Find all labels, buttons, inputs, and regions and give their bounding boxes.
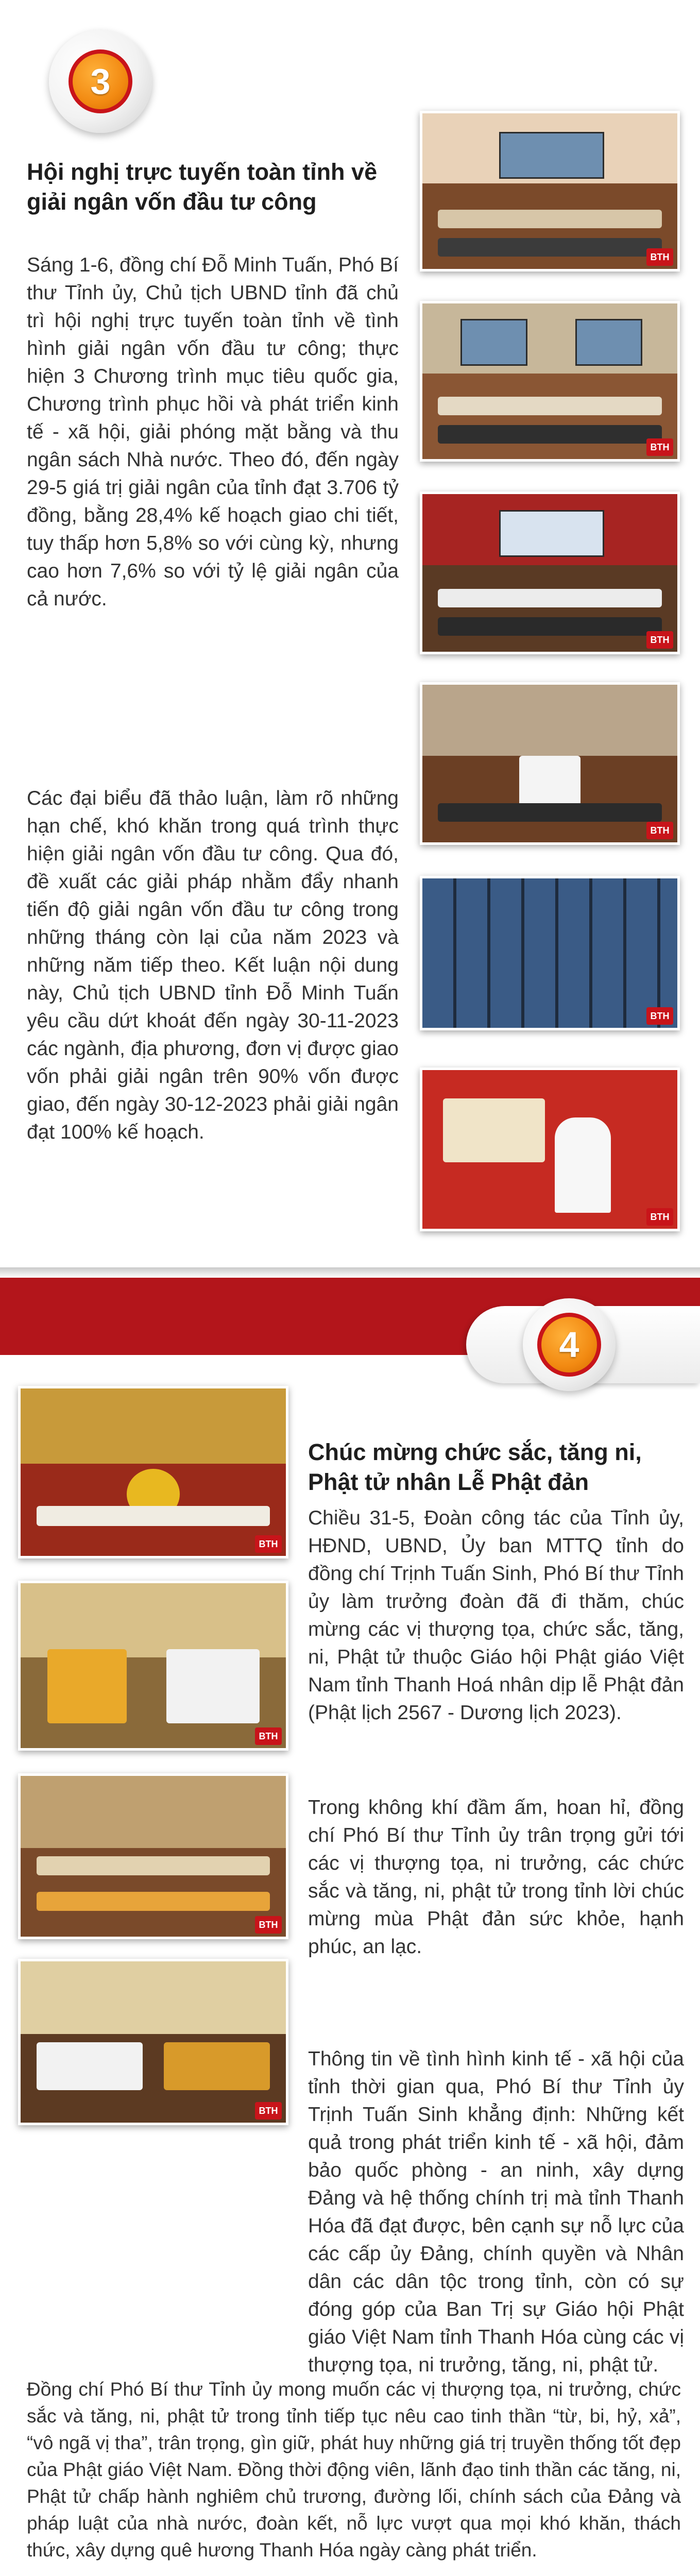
- section-number: 3: [69, 49, 132, 113]
- section-title: Hội nghị trực tuyến toàn tỉnh về giải ngân vốn đầu tư công: [27, 159, 378, 215]
- section-number: 4: [537, 1313, 601, 1377]
- speaker-photo: BTH: [420, 1067, 680, 1231]
- section-paragraph: Đồng chí Phó Bí thư Tỉnh ủy mong muốn các vị thượng tọa, ni trưởng, chức sắc và tăng, ni, phật tử trong tỉnh tiếp tục nêu cao tinh thần “từ, bi, hỷ, xả”, “vô ngã vị tha”, trân trọng, gìn giữ, phát huy những giá trị truyền thống tốt đẹp của Phật giáo Việt Nam. Đồng thời động viên, lãnh đạo tinh thần các tăng, ni, Phật tử chấp hành nghiêm chủ trương, đường lối, chính sách của Đảng và pháp luật của nhà nước, đoàn kết, nỗ lực vượt qua mọi khó khăn, thách thức, xây dựng quê hương Thanh Hóa ngày càng phát triển.: [27, 2379, 681, 2561]
- pagoda-visit-photo: BTH: [18, 1959, 288, 2125]
- pagoda-visit-photo: BTH: [18, 1581, 288, 1751]
- pagoda-visit-photo: BTH: [18, 1773, 288, 1939]
- section-paragraph: Các đại biểu đã thảo luận, làm rõ những hạn chế, khó khăn trong quá trình thực hiện giải ngân vốn đầu tư công. Qua đó, đề xuất các giải pháp nhằm đẩy nhanh tiến độ giải ngân vốn đầu tư công trong những tháng còn lại của năm 2023 và những năm tiếp theo. Kết luận nội dung này, Chủ tịch UBND tỉnh Đỗ Minh Tuấn yêu cầu dứt khoát đến ngày 30-11-2023 các ngành, địa phương, đơn vị được giao vốn phải giải ngân trên 90% vốn được giao, đến ngày 30-12-2023 phải giải ngân đạt 100% kế hoạch.: [27, 787, 399, 1143]
- pagoda-visit-photo: BTH: [18, 1386, 288, 1558]
- meeting-photo: BTH: [420, 301, 680, 462]
- meeting-photo: BTH: [420, 111, 680, 272]
- meeting-photo: BTH: [420, 682, 680, 845]
- section-title: Chúc mừng chức sắc, tăng ni, Phật tử nhân Lễ Phật đản: [308, 1439, 642, 1495]
- section-paragraph: Chiều 31-5, Đoàn công tác của Tỉnh ủy, HĐND, UBND, Ủy ban MTTQ tỉnh do đồng chí Trịnh Tuấn Sinh, Phó Bí thư Tỉnh ủy làm trưởng đoàn đã đi thăm, chúc mừng các vị thượng tọa, chức sắc, tăng, ni, Phật tử thuộc Giáo hội Phật giáo Việt Nam tỉnh Thanh Hoá nhân dịp lễ Phật đản (Phật lịch 2567 - Dương lịch 2023).: [308, 1507, 684, 1724]
- section-paragraph: Sáng 1-6, đồng chí Đỗ Minh Tuấn, Phó Bí thư Tỉnh ủy, Chủ tịch UBND tỉnh đã chủ trì hội nghị trực tuyến toàn tỉnh về tình hình giải ngân vốn đầu tư công; thực hiện 3 Chương trình mục tiêu quốc gia, Chương trình phục hồi và phát triển kinh tế - xã hội, giải phóng mặt bằng và thu ngân sách Nhà nước. Theo đó, đến ngày 29-5 giá trị giải ngân của tỉnh đạt 3.706 tỷ đồng, bằng 28,4% kế hoạch giao chi tiết, tuy thấp hơn 5,8% so với cùng kỳ, nhưng cao hơn 7,6% so với tỷ lệ giải ngân của cả nước.: [27, 254, 399, 610]
- section-paragraph: Thông tin về tình hình kinh tế - xã hội của tỉnh thời gian qua, Phó Bí thư Tỉnh ủy Trịnh Tuấn Sinh khẳng định: Những kết quả trong phát triển kinh tế - xã hội, đảm bảo quốc phòng - an ninh, xây dựng Đảng và hệ thống chính trị mà tỉnh Thanh Hóa đã đạt được, bên cạnh sự nỗ lực của các cấp ủy Đảng, chính quyền và Nhân dân các dân tộc trong tỉnh, còn có sự đóng góp của Ban Trị sự Giáo hội Phật giáo Việt Nam tỉnh Thanh Hóa cùng các vị thượng tọa, ni trưởng, tăng, ni, phật tử.: [308, 2048, 684, 2376]
- meeting-photo: BTH: [420, 492, 680, 654]
- section-paragraph: Trong không khí đầm ấm, hoan hỉ, đồng chí Phó Bí thư Tỉnh ủy trân trọng gửi tới các vị thượng tọa, ni trưởng, các chức sắc và tăng, ni, phật tử trong tỉnh lời chúc mừng mùa Phật đản sức khỏe, hạnh phúc, an lạc.: [308, 1797, 684, 1958]
- video-wall-photo: BTH: [420, 876, 680, 1030]
